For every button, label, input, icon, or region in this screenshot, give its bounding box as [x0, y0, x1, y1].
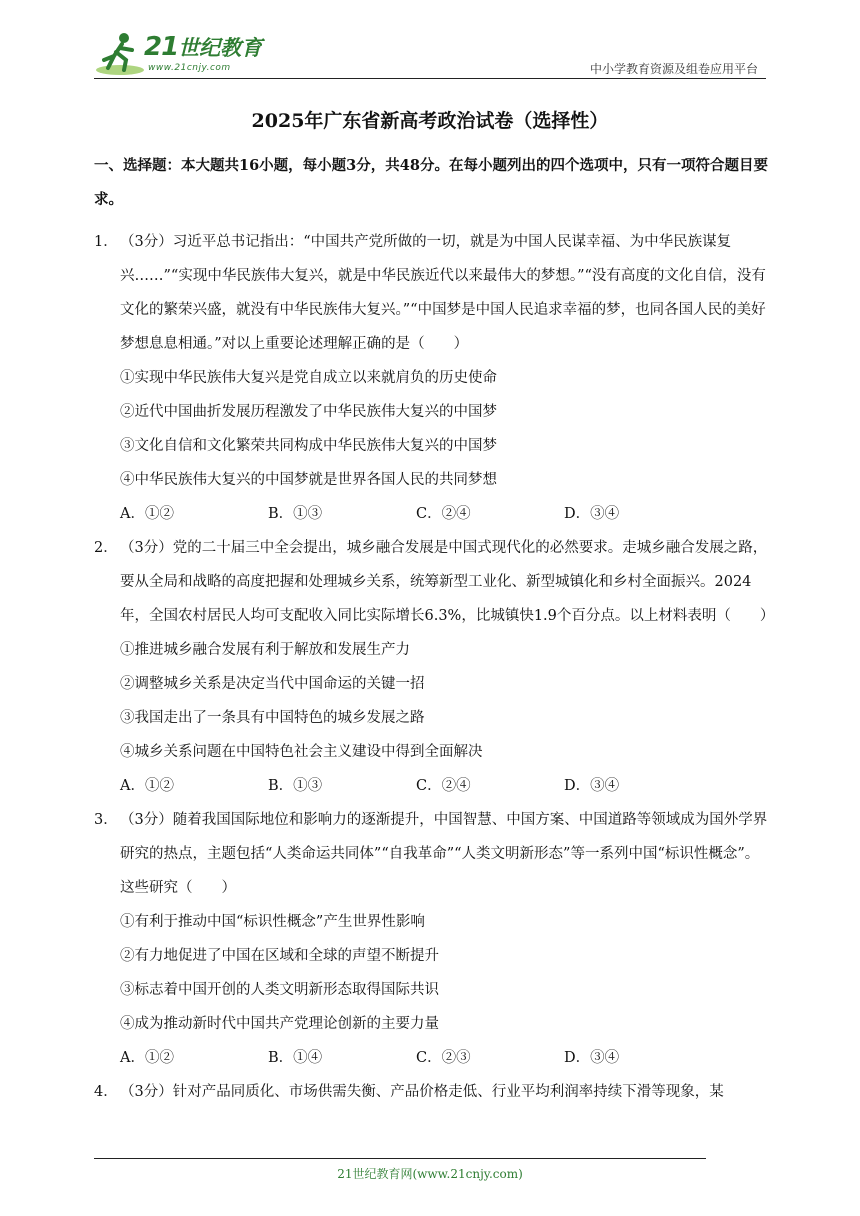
choice-a[interactable]: A．①② [120, 1050, 174, 1066]
choice-c[interactable]: C．②③ [416, 1050, 471, 1066]
logo-wordmark: 21世纪教育 [144, 32, 263, 62]
choice-d[interactable]: D．③④ [564, 778, 620, 794]
question-number: 2． [94, 540, 118, 556]
question-number: 1． [94, 234, 118, 250]
question-number: 3． [94, 812, 118, 828]
statement-option: ②调整城乡关系是决定当代中国命运的关键一招 [120, 676, 425, 692]
question-text: （3分）习近平总书记指出：“中国共产党所做的一切，就是为中国人民谋幸福、为中华民族谋复兴……”“实现中华民族伟大复兴，就是中华民族近代以来最伟大的梦想。”“没有高度的文化自信，没有文化的繁荣兴盛，就没有中华民族伟大复兴。”“中国梦是中国人民追求幸福的梦，也同各国人民的美好梦想息息相通。”对以上重要论述理解正确的是（ ） [120, 234, 766, 352]
question-text: （3分）针对产品同质化、市场供需失衡、产品价格走低、行业平均利润率持续下滑等现象，某 [120, 1084, 724, 1100]
footer-divider [94, 1158, 706, 1159]
logo-url: www.21cnjy.com [148, 63, 231, 73]
question-stem [94, 1075, 770, 1109]
statement-option: ①有利于推动中国“标识性概念”产生世界性影响 [120, 914, 425, 930]
choice-d[interactable]: D．③④ [564, 1050, 620, 1066]
question-2 [94, 531, 775, 803]
choice-c[interactable]: C．②④ [416, 778, 471, 794]
runner-logo-icon [94, 30, 146, 78]
choice-b[interactable]: B．①④ [268, 1050, 323, 1066]
question-number: 4． [94, 1084, 118, 1100]
question-stem [94, 225, 770, 361]
question-stem [94, 531, 775, 633]
statement-option: ④中华民族伟大复兴的中国梦就是世界各国人民的共同梦想 [120, 472, 497, 488]
question-1 [94, 225, 770, 531]
choice-c[interactable]: C．②④ [416, 506, 471, 522]
site-logo[interactable] [94, 30, 264, 78]
question-stem [94, 803, 770, 905]
platform-tagline: 中小学教育资源及组卷应用平台 [589, 62, 758, 76]
statement-option: ③我国走出了一条具有中国特色的城乡发展之路 [120, 710, 425, 726]
statement-option: ②近代中国曲折发展历程激发了中华民族伟大复兴的中国梦 [120, 404, 497, 420]
answer-choices [94, 769, 770, 803]
choice-a[interactable]: A．①② [120, 506, 174, 522]
question-text: （3分）党的二十届三中全会提出，城乡融合发展是中国式现代化的必然要求。走城乡融合发展之路，要从全局和战略的高度把握和处理城乡关系，统筹新型工业化、新型城镇化和乡村全面振兴。2024年，全国农村居民人均可支配收入同比实际增长6.3%，比城镇快1.9个百分点。以上材料表明（ ） [120, 540, 775, 624]
question-3 [94, 803, 770, 1075]
statement-option: ④城乡关系问题在中国特色社会主义建设中得到全面解决 [120, 744, 483, 760]
page-title: 2025年广东省新高考政治试卷（选择性） [251, 110, 609, 132]
statement-option: ②有力地促进了中国在区域和全球的声望不断提升 [120, 948, 439, 964]
page-header [94, 30, 766, 80]
question-4 [94, 1075, 770, 1109]
statement-option: ③文化自信和文化繁荣共同构成中华民族伟大复兴的中国梦 [120, 438, 497, 454]
statement-option: ①推进城乡融合发展有利于解放和发展生产力 [120, 642, 410, 658]
answer-choices [94, 1041, 770, 1075]
header-divider [94, 78, 766, 79]
choice-d[interactable]: D．③④ [564, 506, 620, 522]
question-text: （3分）随着我国国际地位和影响力的逐渐提升，中国智慧、中国方案、中国道路等领域成为国外学界研究的热点，主题包括“人类命运共同体”“自我革命”“人类文明新形态”等一系列中国“标识性概念”。这些研究（ ） [120, 812, 768, 896]
choice-b[interactable]: B．①③ [268, 506, 323, 522]
answer-choices [94, 497, 770, 531]
statement-option: ①实现中华民族伟大复兴是党自成立以来就肩负的历史使命 [120, 370, 497, 386]
statement-option: ④成为推动新时代中国共产党理论创新的主要力量 [120, 1016, 439, 1032]
choice-b[interactable]: B．①③ [268, 778, 323, 794]
statement-option: ③标志着中国开创的人类文明新形态取得国际共识 [120, 982, 439, 998]
choice-a[interactable]: A．①② [120, 778, 174, 794]
footer-link[interactable]: 21世纪教育网(www.21cnjy.com) [337, 1167, 523, 1181]
section-heading: 一、选择题：本大题共16小题，每小题3分，共48分。在每小题列出的四个选项中，只有一项符合题目要求。 [94, 157, 768, 208]
question-list [94, 225, 775, 1109]
